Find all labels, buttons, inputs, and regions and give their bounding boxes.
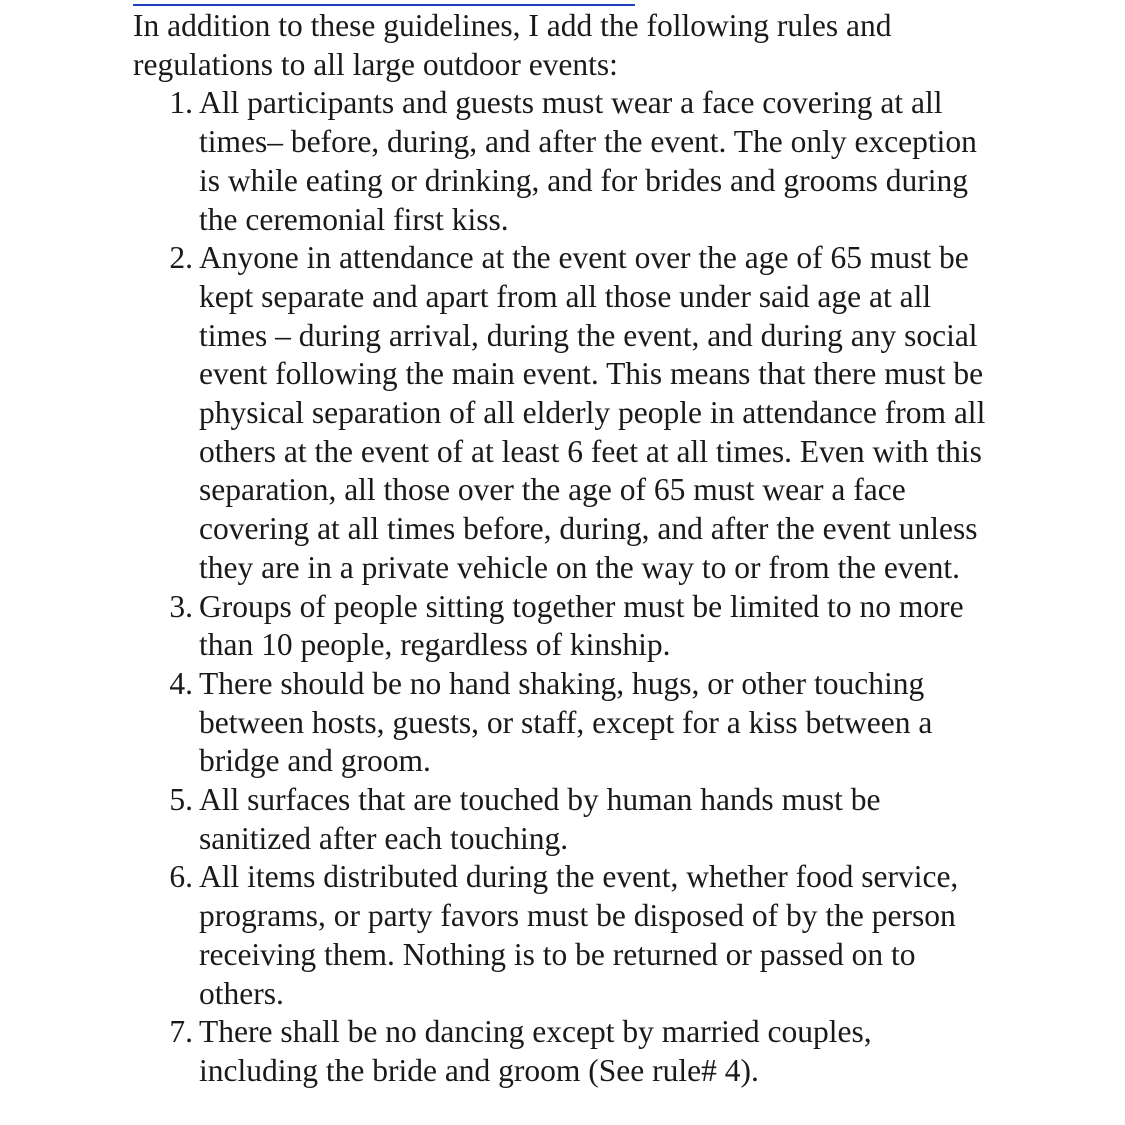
rule-item-6: All items distributed during the event, whether food service, programs, or party favors must be disposed of by the person receiving them. Nothing is to be returned or passed on to others. (199, 859, 959, 1011)
rule-item-1: All participants and guests must wear a face covering at all times– before, during, and after the event. The only exception is while eating or drinking, and for brides and grooms during the ceremonial first kiss. (199, 85, 977, 237)
rule-item-5: All surfaces that are touched by human hands must be sanitized after each touching. (199, 782, 881, 856)
rule-item-2: Anyone in attendance at the event over the age of 65 must be kept separate and apart from all those under said age at all times – during arrival, during the event, and during any social event following the main event. This means that there must be physical separation of all elderly people in attendance from all others at the event of at least 6 feet at all times. Even with this separation, all those over the age of 65 must wear a face covering at all times before, during, and after the event unless they are in a private vehicle on the way to or from the event. (199, 240, 986, 585)
rules-list (133, 84, 993, 1090)
rule-item-3: Groups of people sitting together must be limited to no more than 10 people, regardless of kinship. (199, 588, 964, 663)
rule-item-7: There shall be no dancing except by married couples, including the bride and groom (See rule# 4). (199, 1014, 872, 1088)
intro-paragraph: In addition to these guidelines, I add the following rules and regulations to all large outdoor events: (133, 8, 892, 82)
hyperlink-underline[interactable] (133, 4, 635, 6)
rule-item-4: There should be no hand shaking, hugs, or other touching between hosts, guests, or staff, except for a kiss between a bridge and groom. (199, 665, 933, 779)
document-body (133, 7, 993, 1091)
